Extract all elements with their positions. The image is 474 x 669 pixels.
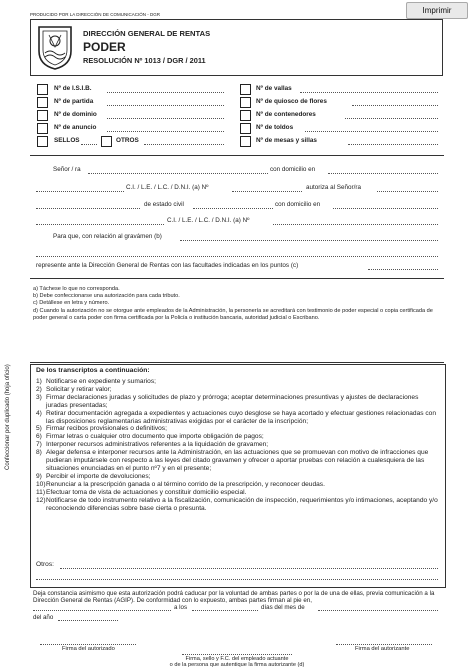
transcripts-list xyxy=(36,378,440,512)
field-dni-2[interactable] xyxy=(273,224,438,225)
list-item: 7) Interponer recursos administrativos referentes a la liquidación de gravamen; xyxy=(36,441,269,449)
field-dias[interactable] xyxy=(192,610,258,611)
field-autoriza[interactable] xyxy=(377,191,438,192)
top-note: PRODUCIDO POR LA DIRECCIÓN DE COMUNICACIÓN - DGR xyxy=(30,12,161,17)
label-otros: OTROS xyxy=(116,137,139,144)
label-contenedores: Nº de contenedores xyxy=(256,111,316,118)
transcripts-title: De los transcriptos a continuación: xyxy=(36,367,150,374)
list-item: 3) Firmar declaraciones juradas y solicitudes de plazo y prórroga; aceptar determinaciones presuntivas y ajustes de declaraciones juradas presentadas; xyxy=(36,393,419,409)
line-autoriza: autoriza al Señor/ra xyxy=(306,184,361,191)
footnotes xyxy=(33,286,441,322)
label-dominio: Nº de dominio xyxy=(54,111,97,118)
label-vallas: Nº de vallas xyxy=(256,85,292,92)
checkbox-toldos[interactable] xyxy=(240,123,251,134)
label-dias-mes: días del mes de xyxy=(261,604,305,611)
field-domicilio-2[interactable] xyxy=(333,208,438,209)
label-a-los: a los xyxy=(174,604,188,611)
field-mes[interactable] xyxy=(318,610,438,611)
line-domicilio-1: con domicilio en xyxy=(270,166,316,173)
list-item: 1) Notificarse en expediente y sumarios; xyxy=(36,378,156,385)
list-item: 10) Renunciar a la prescripción ganada o al término corrido de la prescripción, y reconocer deudas. xyxy=(36,480,325,488)
field-estado-civil[interactable] xyxy=(193,208,273,209)
field-lugar[interactable] xyxy=(33,610,171,611)
list-item: 12) Notificarse de todo instrumento relativo a la fiscalización, comunicación de inspección, requerimientos y/o intimaciones, aceptando y/o reconociendo diferencias sobre base cierta o presunta. xyxy=(36,496,438,512)
field-senor[interactable] xyxy=(88,173,268,174)
checkbox-partida[interactable] xyxy=(37,97,48,108)
checkbox-mesas[interactable] xyxy=(240,136,251,147)
seal-icon xyxy=(35,23,75,71)
list-item: 11) Efectuar toma de vista de actuaciones y constituir domicilio especial. xyxy=(36,488,247,496)
label-partida: Nº de partida xyxy=(54,98,94,105)
checkbox-quiosco[interactable] xyxy=(240,97,251,108)
field-domicilio-1[interactable] xyxy=(328,173,438,174)
signature-empleado-note: o de la persona que autentique la firma autorizante (d) xyxy=(169,662,305,668)
line-senor: Señor / ra xyxy=(53,166,81,173)
field-anio[interactable] xyxy=(58,620,118,621)
signature-autorizado: Firma del autorizado xyxy=(62,646,115,652)
list-item: 6) Firmar letras o cualquier otro documento que importe obligación de pagos; xyxy=(36,433,264,441)
field-puntos[interactable] xyxy=(368,269,438,270)
footnote-d: d) Cuando la autorización no se otorgue ante empleados de la Administración, la personería se acreditará con testimonio de poder especial o copia certificada de poder general o carta poder con firma certificada por la Policía o institución bancaria, autoridad judicial o Escribano. xyxy=(33,307,433,321)
footnote-c: c) Detállese en letra y número. xyxy=(33,300,110,307)
list-item: 2) Solicitar y retirar valor; xyxy=(36,385,112,393)
list-item: 5) Firmar recibos provisionales o definitivos; xyxy=(36,425,167,433)
form-title: PODER xyxy=(83,40,126,54)
label-toldos: Nº de toldos xyxy=(256,124,294,131)
line-dni-2: C.I. / L.E. / L.C. / D.N.I. (a) Nº xyxy=(167,217,250,224)
checkbox-otros[interactable] xyxy=(101,136,112,147)
line-domicilio-2: con domicilio en xyxy=(275,201,321,208)
signature-autorizante: Firma del autorizante xyxy=(355,646,410,652)
list-item: 9) Percibir el importe de devoluciones; xyxy=(36,472,151,480)
checkbox-isib[interactable] xyxy=(37,84,48,95)
line-estado-civil: de estado civil xyxy=(144,201,184,208)
signature-empleado: Firma, sello y F.C. del empleado actuante xyxy=(185,656,289,662)
closing-paragraph: Deja constancia asimismo que esta autorización podrá caducar por la voluntad de ambas partes o por la de una de ellas, previa comunicación a la Dirección General de Rentas (AGIP). De conformidad con lo expuesto, ambas partes firman al pie en, xyxy=(33,590,435,605)
label-anuncio: Nº de anuncio xyxy=(54,124,97,131)
field-otros[interactable] xyxy=(60,568,438,569)
checkbox-anuncio[interactable] xyxy=(37,123,48,134)
side-note: Confeccionar por duplicado (hoja oficio) xyxy=(5,364,11,470)
print-button[interactable]: Imprimir xyxy=(406,2,468,19)
checkbox-contenedores[interactable] xyxy=(240,110,251,121)
footnote-b: b) Debe confeccionarse una autorización para cada tributo. xyxy=(33,293,180,300)
label-mesas: Nº de mesas y sillas xyxy=(256,137,317,144)
line-represente: represente ante la Dirección General de Rentas con las facultades indicadas en los puntos (c) xyxy=(36,262,299,269)
checkbox-vallas[interactable] xyxy=(240,84,251,95)
agency-name: DIRECCIÓN GENERAL DE RENTAS xyxy=(83,29,211,38)
line-gravamen: Para que, con relación al gravámen (b) xyxy=(53,233,162,240)
checkbox-dominio[interactable] xyxy=(37,110,48,121)
label-sellos: SELLOS xyxy=(54,137,80,144)
checkbox-sellos[interactable] xyxy=(37,136,48,147)
otros-label: Otros: xyxy=(36,561,54,568)
list-item: 8) Alegar defensa e interponer recursos ante la Administración, en las actuaciones que se promuevan con motivo de infracciones que pudieran imputársele con respecto a las leyes del citado gravamen y ofrecer o aportar pruebas con relación a cualesquiera de las situaciones enunciadas en el punto nº7 y en el presente; xyxy=(36,449,429,472)
line-dni-1: C.I. / L.E. / L.C. / D.N.I. (a) Nº xyxy=(126,184,209,191)
list-item: 4) Retirar documentación agregada a expedientes y actuaciones cuyo desglose se haya acortado y efectuar gestiones relacionadas con las disposiciones reglamentarias administrativas exigidas por el carácter de la inscripción; xyxy=(36,409,437,425)
label-quiosco: Nº de quiosco de flores xyxy=(256,98,327,105)
field-dni-1[interactable] xyxy=(232,191,302,192)
label-isib: Nº de I.S.I.B. xyxy=(54,85,92,92)
field-gravamen[interactable] xyxy=(180,240,438,241)
label-del-anio: del año xyxy=(33,614,54,621)
footnote-a: a) Táchese lo que no corresponda. xyxy=(33,286,120,292)
resolution-number: RESOLUCIÓN Nº 1013 / DGR / 2011 xyxy=(83,56,206,65)
